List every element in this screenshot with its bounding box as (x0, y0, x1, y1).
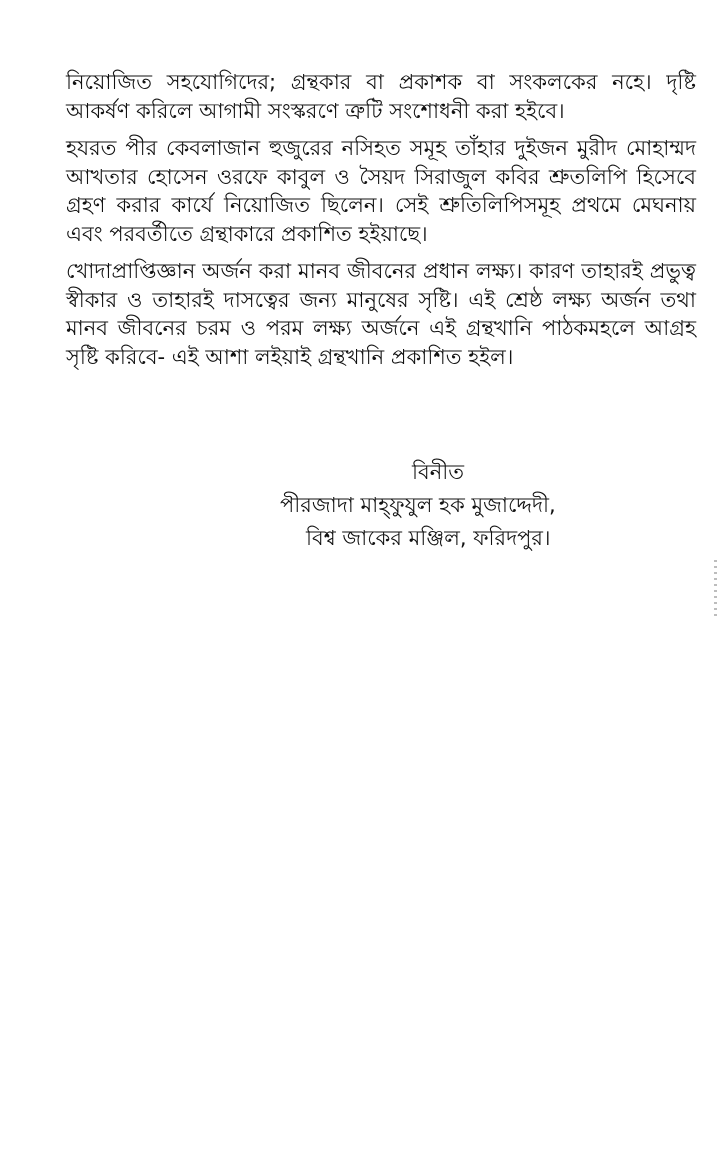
signature-salutation: বিনীত (412, 460, 464, 484)
page-edge-mark (714, 560, 717, 620)
paragraph-errata-note: নিয়োজিত সহযোগিদের; গ্রন্থকার বা প্রকাশক বা সংকলকের নহে। দৃষ্টি আকর্ষণ করিলে আগামী সংস্করণে ত্রুটি সংশোধনী করা হইবে। (66, 70, 696, 123)
signature-block (280, 456, 700, 555)
paragraph-purpose: খোদাপ্রাপ্তিজ্ঞান অর্জন করা মানব জীবনের প্রধান লক্ষ্য। কারণ তাহারই প্রভুত্ব স্বীকার ও তাহারই দাসত্বের জন্য মানুষের সৃষ্টি। এই শ্রেষ্ঠ লক্ষ্য অর্জন তথা মানব জীবনের চরম ও পরম লক্ষ্য অর্জনে এই গ্রন্থখানি পাঠকমহলে আগ্রহ সৃষ্টি করিবে- এই আশা লইয়াই গ্রন্থখানি প্রকাশিত হইল। (66, 259, 696, 369)
signature-name: পীরজাদা মাহ্‌ফুযুল হক মুজাদ্দেদী, (280, 493, 556, 517)
paragraph-transcription-note: হযরত পীর কেবলাজান হুজুরের নসিহত সমূহ তাঁহার দুইজন মুরীদ মোহাম্মদ আখতার হোসেন ওরফে কাবুল ও সৈয়দ সিরাজুল কবির শ্রুতলিপি হিসেবে গ্রহণ করার কার্যে নিয়োজিত ছিলেন। সেই শ্রুতিলিপিসমূহ প্রথমে মেঘনায় এবং পরবর্তীতে গ্রন্থাকারে প্রকাশিত হইয়াছে। (66, 136, 696, 246)
body-text (66, 68, 696, 380)
signature-address: বিশ্ব জাকের মঞ্জিল, ফরিদপুর। (306, 526, 551, 550)
